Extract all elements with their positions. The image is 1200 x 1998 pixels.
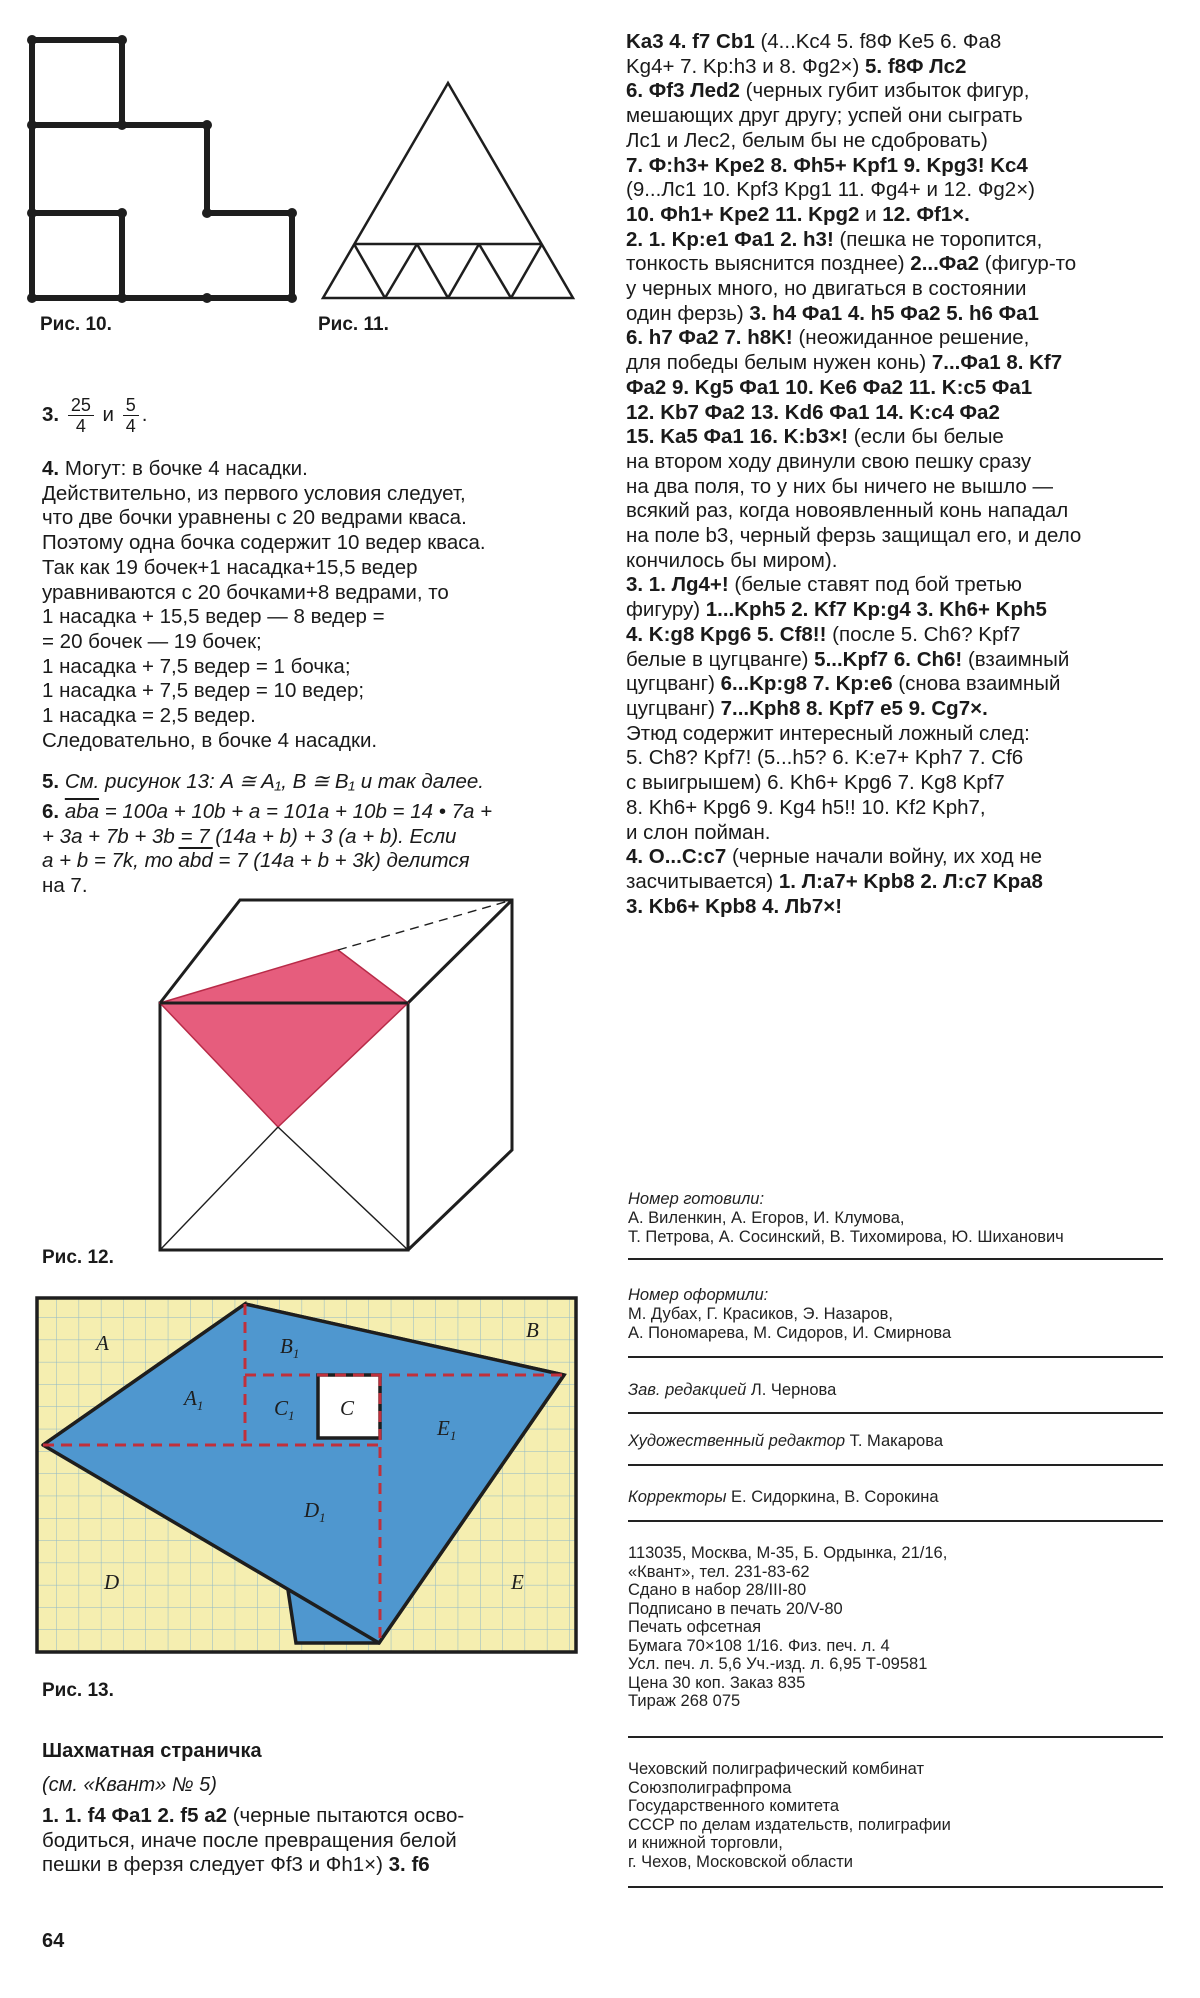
credits-imprint: 113035, Москва, М-35, Б. Ордынка, 21/16, «Квант», тел. 231-83-62 Сдано в набор 28/III-80 Подписано в печать 20/V-80 Печать офсетная Бумага 70×108 1/16. Физ. печ. л. 4 Усл. печ. л. 5,6 Уч.-изд. л. 6,95 Т-09581 Цена 30 коп. Заказ 835 Тираж 268 075 bbox=[628, 1544, 948, 1710]
credits-head-editor: Зав. редакцией Л. Чернова bbox=[628, 1381, 837, 1399]
figure-12-cube bbox=[150, 895, 525, 1255]
divider bbox=[628, 1412, 1163, 1414]
chess-solution-1-start: 1. 1. f4 Фa1 2. f5 a2 (черные пытаются осво- бодиться, иначе после превращения белой пешки в ферзя следует Фf3 и Фh1×) 3. f6 bbox=[42, 1804, 465, 1877]
divider bbox=[628, 1258, 1163, 1260]
divider bbox=[628, 1356, 1163, 1358]
region-E-label: E bbox=[511, 1570, 524, 1594]
page-number: 64 bbox=[42, 1930, 65, 1952]
region-C1-label: $C_1$ bbox=[274, 1396, 295, 1423]
solution-5: 5. См. рисунок 13: A ≅ A₁, B ≅ B₁ и так далее. bbox=[42, 770, 484, 793]
region-B-label: B bbox=[526, 1318, 539, 1342]
region-D1-label: $D_1$ bbox=[304, 1498, 326, 1525]
region-E1-label: $E_1$ bbox=[437, 1416, 457, 1443]
solution-6: 6. $\overline{aba} = 100a + 10b + a = 101a + 10b = 14$ • 7a + + 3a + 7b + 3b = 7 (14a + b) + 3 (a + b). Если a + b = 7k, то $\overline{abd} = 7$ (14a + b + 3k) делится на 7. bbox=[42, 800, 493, 898]
chess-subtitle: (см. «Квант» № 5) bbox=[42, 1774, 217, 1796]
chess-title: Шахматная страничка bbox=[42, 1740, 262, 1762]
credits-printer: Чеховский полиграфический комбинат Союзполиграфпрома Государственного комитета СССР по делам издательств, полиграфии и книжной торговли, г. Чехов, Московской области bbox=[628, 1760, 951, 1871]
region-B1-label: $B_1$ bbox=[280, 1334, 300, 1361]
divider bbox=[628, 1886, 1163, 1888]
region-A-label: A bbox=[96, 1331, 109, 1355]
figure-12-caption: Рис. 12. bbox=[42, 1247, 114, 1268]
credits-art-editor: Художественный редактор Т. Макарова bbox=[628, 1432, 943, 1450]
divider bbox=[628, 1520, 1163, 1522]
figure-13-grid bbox=[34, 1295, 579, 1655]
credits-designed: Номер оформили: М. Дубах, Г. Красиков, Э. Назаров, А. Пономарева, М. Сидоров, И. Смирнова bbox=[628, 1286, 952, 1342]
fraction-25-4: $\frac{25}{4}$ bbox=[68, 395, 94, 436]
chess-solutions-continued: Ka3 4. f7 Cb1 (4...Kc4 5. f8Ф Ke5 6. Фa8 Kg4+ 7. Kp:h3 и 8. Фg2×) 5. f8Ф Лc2 6. Фf3 Лed2 (черных губит избыток фигур, мешающих друг другу; успей они сыграть Лc1 и Лec2, белым бы не сдобровать) 7. Ф:h3+ Kpe2 8. Фh5+ Kpf1 9. Kpg3! Kc4 (9...Лc1 10. Kpf3 Kpg1 11. Фg4+ и 12. Фg2×) 10. Фh1+ Kpe2 11. Kpg2 и 12. Фf1×. 2. 1. Kp:e1 Фa1 2. h3! (пешка не торопится, тонкость выяснится позднее) 2...Фa2 (фигур-то у черных много, но двигаться в состоянии один ферзь) 3. h4 Фa1 4. h5 Фa2 5. h6 Фa1 6. h7 Фa2 7. h8K! (неожиданное решение, для победы белым нужен конь) 7...Фa1 8. Kf7 Фa2 9. Kg5 Фa1 10. Ke6 Фa2 11. K:c5 Фa1 12. Kb7 Фa2 13. Kd6 Фa1 14. K:c4 Фa2 15. Ka5 Фa1 16. K:b3×! (если бы белые на втором ходу двинули свою пешку сразу на два поля, то у них бы ничего не вышло — всякий раз, когда новоявленный конь нападал на поле b3, черный ферзь защищал его, и дело кончилось бы миром). 3. 1. Лg4+! (белые ставят под бой третью фигуру) 1...Kph5 2. Kf7 Kp:g4 3. Kh6+ Kph5 4. K:g8 Kpg6 5. Cf8!! (после 5. Ch6? Kpf7 белые в цугцванге) 5...Kpf7 6. Ch6! (взаимный цугцванг) 6...Kp:g8 7. Kp:e6 (снова взаимный цугцванг) 7...Kph8 8. Kpf7 e5 9. Cg7×. Этюд содержит интересный ложный след: 5. Ch8? Kpf7! (5...h5? 6. K:e7+ Kph7 7. Cf6 с выигрышем) 6. Kh6+ Kpg6 7. Kg8 Kpf7 8. Kh6+ Kpg6 9. Kg4 h5!! 10. Kf2 Kph7, и слон пойман. 4. O...C:c7 (черные начали войну, их ход не засчитывается) 1. Л:a7+ Kpb8 2. Л:c7 Kpa8 3. Kb6+ Kpb8 4. Лb7×! bbox=[626, 30, 1082, 918]
region-C-label: C bbox=[340, 1396, 355, 1420]
divider bbox=[628, 1464, 1163, 1466]
fraction-5-4: $\frac{5}{4}$ bbox=[123, 395, 139, 436]
divider bbox=[628, 1736, 1163, 1738]
figure-10-caption: Рис. 10. bbox=[40, 314, 112, 335]
region-A1-label: $A_1$ bbox=[184, 1386, 204, 1413]
figure-10-matchsticks bbox=[22, 30, 322, 305]
credits-prepared: Номер готовили: А. Виленкин, А. Егоров, И. Клумова, Т. Петрова, А. Сосинский, В. Тихомирова, Ю. Шиханович bbox=[628, 1190, 1064, 1246]
credits-proofreaders: Корректоры Е. Сидоркина, В. Сорокина bbox=[628, 1488, 939, 1506]
figure-11-caption: Рис. 11. bbox=[318, 314, 389, 335]
figure-13-caption: Рис. 13. bbox=[42, 1680, 114, 1701]
solution-4: 4. Могут: в бочке 4 насадки. Действительно, из первого условия следует, что две бочки уравнены с 20 ведрами кваса. Поэтому одна бочка содержит 10 ведер кваса. Так как 19 бочек+1 насадка+15,5 ведер уравниваются с 20 бочками+8 ведрами, то 1 насадка + 15,5 ведер — 8 ведер = = 20 бочек — 19 бочек; 1 насадка + 7,5 ведер = 1 бочка; 1 насадка + 7,5 ведер = 10 ведер; 1 насадка = 2,5 ведер. Следовательно, в бочке 4 насадки. bbox=[42, 457, 486, 752]
region-D-label: D bbox=[104, 1570, 120, 1594]
figure-11-triangle bbox=[318, 78, 578, 303]
solution-3: 3. $\frac{25}{4}$ и $\frac{5}{4}$ . bbox=[42, 395, 148, 436]
